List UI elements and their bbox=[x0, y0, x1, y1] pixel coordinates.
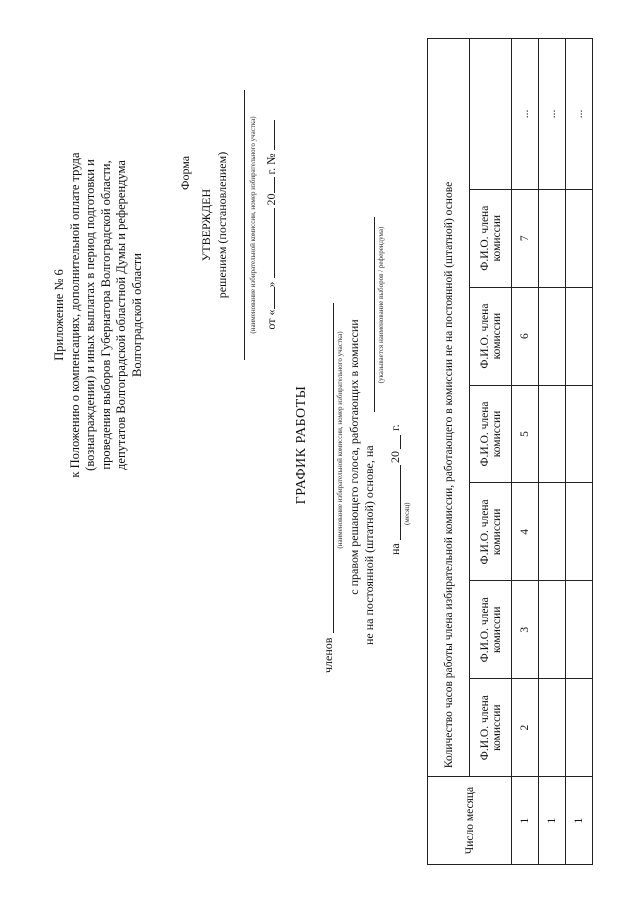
column-number: 4 bbox=[512, 483, 539, 581]
table-cell bbox=[539, 385, 566, 483]
table-cell bbox=[566, 679, 593, 777]
approval-date-line bbox=[263, 75, 279, 375]
approved-title: УТВЕРЖДЕН bbox=[199, 188, 213, 262]
column-number: 6 bbox=[512, 287, 539, 385]
schedule-title: ГРАФИК РАБОТЫ bbox=[294, 385, 309, 505]
number-blank bbox=[274, 120, 275, 150]
year-prefix: 20 bbox=[388, 451, 402, 463]
table-row bbox=[539, 39, 566, 865]
on-word: на bbox=[388, 543, 402, 555]
appendix-title: Приложение № 6 bbox=[52, 269, 66, 361]
column-number: 3 bbox=[512, 581, 539, 679]
date-close-quote: » bbox=[264, 281, 278, 288]
table-cell bbox=[539, 189, 566, 287]
table-cell bbox=[566, 287, 593, 385]
column-number: 2 bbox=[512, 679, 539, 777]
year-prefix: 20 bbox=[264, 193, 278, 206]
year-suffix: г. bbox=[388, 424, 402, 431]
appendix-header bbox=[52, 105, 145, 525]
form-label: Форма bbox=[178, 155, 192, 190]
table-cell bbox=[566, 385, 593, 483]
table-cell: ... bbox=[539, 39, 566, 190]
member-header: Ф.И.О. члена комиссии bbox=[470, 679, 512, 777]
column-number-row bbox=[512, 39, 539, 865]
member-header: Ф.И.О. члена комиссии bbox=[470, 287, 512, 385]
column-number: ... bbox=[512, 39, 539, 190]
year-blank bbox=[274, 177, 275, 193]
member-header: Ф.И.О. члена комиссии bbox=[470, 189, 512, 287]
date-open-quote: от « bbox=[264, 309, 278, 330]
table-cell bbox=[539, 679, 566, 777]
number-label: г. № bbox=[264, 153, 278, 175]
table-cell: ... bbox=[566, 39, 593, 190]
approval-block bbox=[198, 75, 279, 375]
column-number: 1 bbox=[512, 777, 539, 865]
election-caption: (указывается наименование выборов / референдума) bbox=[377, 226, 385, 384]
table-cell bbox=[539, 483, 566, 581]
appendix-line: Волгоградской области bbox=[129, 253, 144, 377]
members-word: членов bbox=[321, 637, 335, 673]
hours-header: Количество часов работы члена избирательной комиссии, работающего в комиссии не на постоянной (штатной) основе bbox=[428, 39, 470, 777]
table-cell bbox=[566, 483, 593, 581]
day-header: Число месяца bbox=[428, 777, 512, 865]
year-line bbox=[400, 435, 401, 449]
month-line bbox=[400, 465, 401, 540]
election-line bbox=[374, 217, 375, 412]
table-cell bbox=[539, 287, 566, 385]
day-blank bbox=[274, 287, 275, 309]
month-caption: (месяц) bbox=[403, 502, 411, 525]
table-row bbox=[566, 39, 593, 865]
day-cell: 1 bbox=[566, 777, 593, 865]
column-number: 7 bbox=[512, 189, 539, 287]
schedule-line-2: с правом решающего голоса, работающих в комиссии bbox=[347, 319, 361, 595]
work-schedule-table bbox=[427, 38, 593, 865]
appendix-line: депутатов Волгоградской областной Думы и референдума bbox=[114, 160, 128, 470]
table-cell bbox=[566, 581, 593, 679]
day-cell: 1 bbox=[539, 777, 566, 865]
month-blank bbox=[274, 208, 275, 278]
approved-by: решением (постановлением) bbox=[215, 151, 229, 299]
table-cell bbox=[566, 189, 593, 287]
appendix-line: проведения выборов Губернатора Волгоградской области, bbox=[98, 160, 113, 470]
member-header: Ф.И.О. члена комиссии bbox=[470, 385, 512, 483]
members-commission-caption: (наименование избирательной комиссии, номер избирательного участка) bbox=[336, 331, 344, 549]
member-header-blank bbox=[470, 39, 512, 190]
appendix-line: к Положению о компенсациях, дополнительной оплате труда bbox=[67, 152, 82, 478]
schedule-line-3: не на постоянной (штатной) основе, на bbox=[362, 445, 376, 645]
member-header: Ф.И.О. члена комиссии bbox=[470, 581, 512, 679]
appendix-line: (вознаграждении) и иных выплатах в период подготовки и bbox=[83, 159, 97, 471]
commission-caption: (наименование избирательной комиссии, номер избирательного участка) bbox=[249, 116, 257, 334]
member-header: Ф.И.О. члена комиссии bbox=[470, 483, 512, 581]
members-commission-line bbox=[333, 303, 334, 633]
column-number: 5 bbox=[512, 385, 539, 483]
table-cell bbox=[539, 581, 566, 679]
